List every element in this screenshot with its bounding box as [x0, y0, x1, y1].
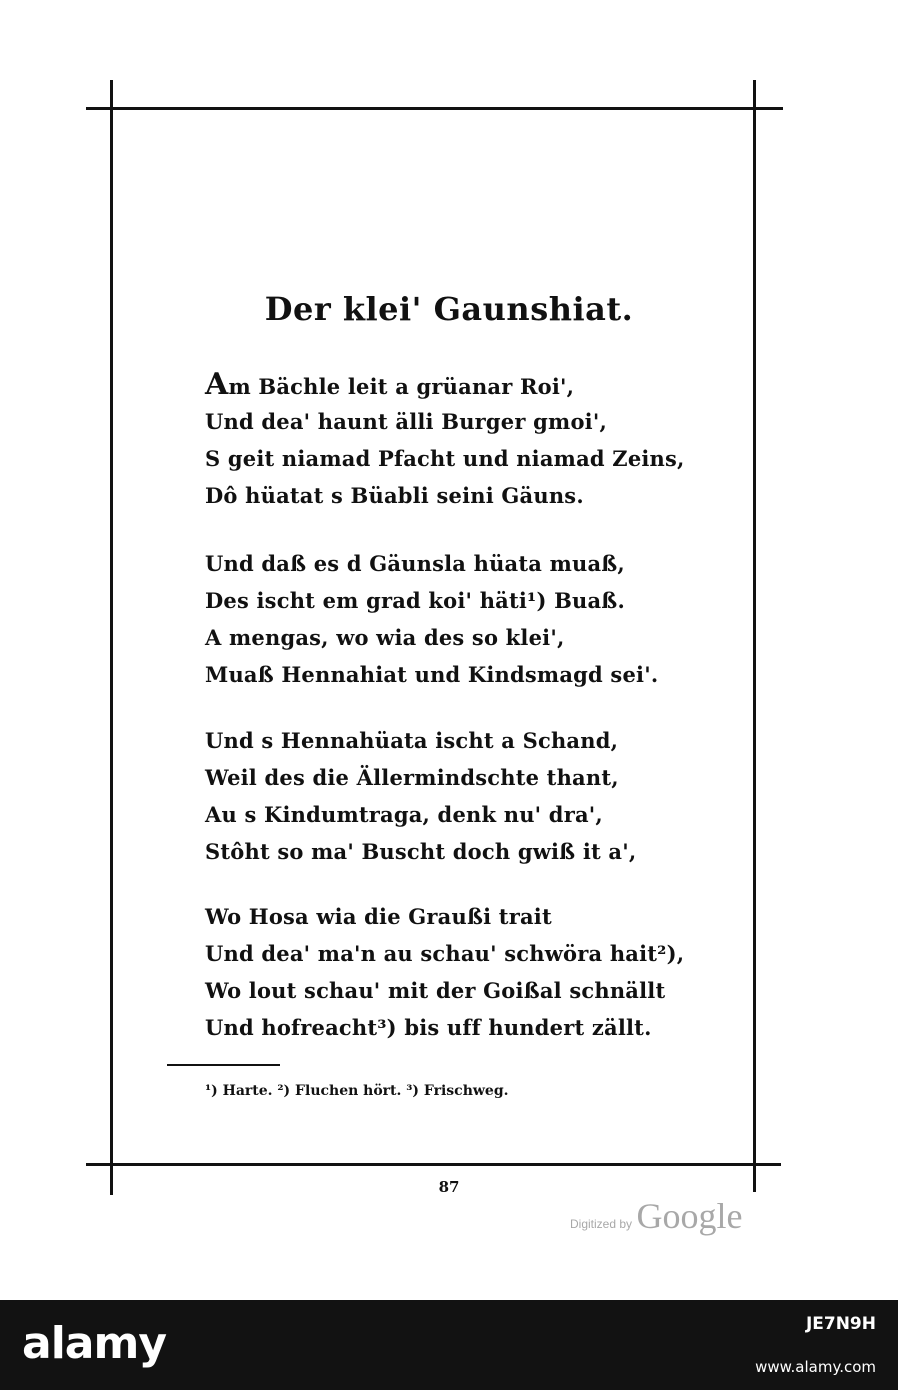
frame-top-rule: [86, 107, 783, 110]
poem-line: Dô hüatat s Büabli seini Gäuns.: [205, 483, 584, 508]
poem-line: A mengas, wo wia des so klei',: [205, 625, 565, 650]
stanza-4: [205, 898, 684, 1046]
frame-bottom-rule: [86, 1163, 781, 1166]
frame-left-rule: [110, 80, 113, 1195]
stanza-2: [205, 545, 658, 693]
poem-line: Au s Kindumtraga, denk nu' dra',: [205, 802, 603, 827]
google-wordmark: Google: [636, 1196, 743, 1236]
poem-line: Weil des die Ällermindschte thant,: [205, 765, 619, 790]
alamy-logo: alamy: [22, 1318, 166, 1369]
image-id: JE7N9H: [805, 1314, 876, 1334]
poem-line: Und hofreacht³) bis uff hundert zällt.: [205, 1015, 652, 1040]
poem-line: S geit niamad Pfacht und niamad Zeins,: [205, 446, 685, 471]
poem-line: Wo lout schau' mit der Goißal schnällt: [205, 978, 666, 1003]
poem-line: Wo Hosa wia die Graußi trait: [205, 904, 552, 929]
poem-line: Und dea' ma'n au schau' schwöra hait²),: [205, 941, 685, 966]
site-url[interactable]: www.alamy.com: [755, 1358, 876, 1376]
poem-line: Und daß es d Gäunsla hüata muaß,: [205, 551, 625, 576]
footnotes: ¹) Harte. ²) Fluchen hört. ³) Frischweg.: [205, 1083, 509, 1099]
poem-line: [205, 366, 685, 403]
digitized-prefix: Digitized by: [570, 1217, 633, 1231]
drop-cap: A: [205, 367, 229, 402]
page-number: 87: [438, 1178, 460, 1196]
poem-line: Und dea' haunt älli Burger gmoi',: [205, 409, 607, 434]
digitized-watermark: [570, 1195, 742, 1237]
poem-line: Des ischt em grad koi' häti¹) Buaß.: [205, 588, 625, 613]
poem-line: Stôht so ma' Buscht doch gwiß it a',: [205, 839, 637, 864]
poem-line: Und s Hennahüata ischt a Schand,: [205, 728, 619, 753]
stock-banner: [0, 1300, 898, 1390]
poem-title: Der klei' Gaunshiat.: [264, 290, 634, 328]
footnote-separator: [167, 1064, 280, 1066]
frame-right-rule: [753, 80, 756, 1192]
poem-line: Muaß Hennahiat und Kindsmagd sei'.: [205, 662, 659, 687]
stanza-3: [205, 722, 636, 870]
stanza-1: [205, 366, 685, 514]
poem-line-text: m Bächle leit a grüanar Roi',: [228, 374, 575, 399]
